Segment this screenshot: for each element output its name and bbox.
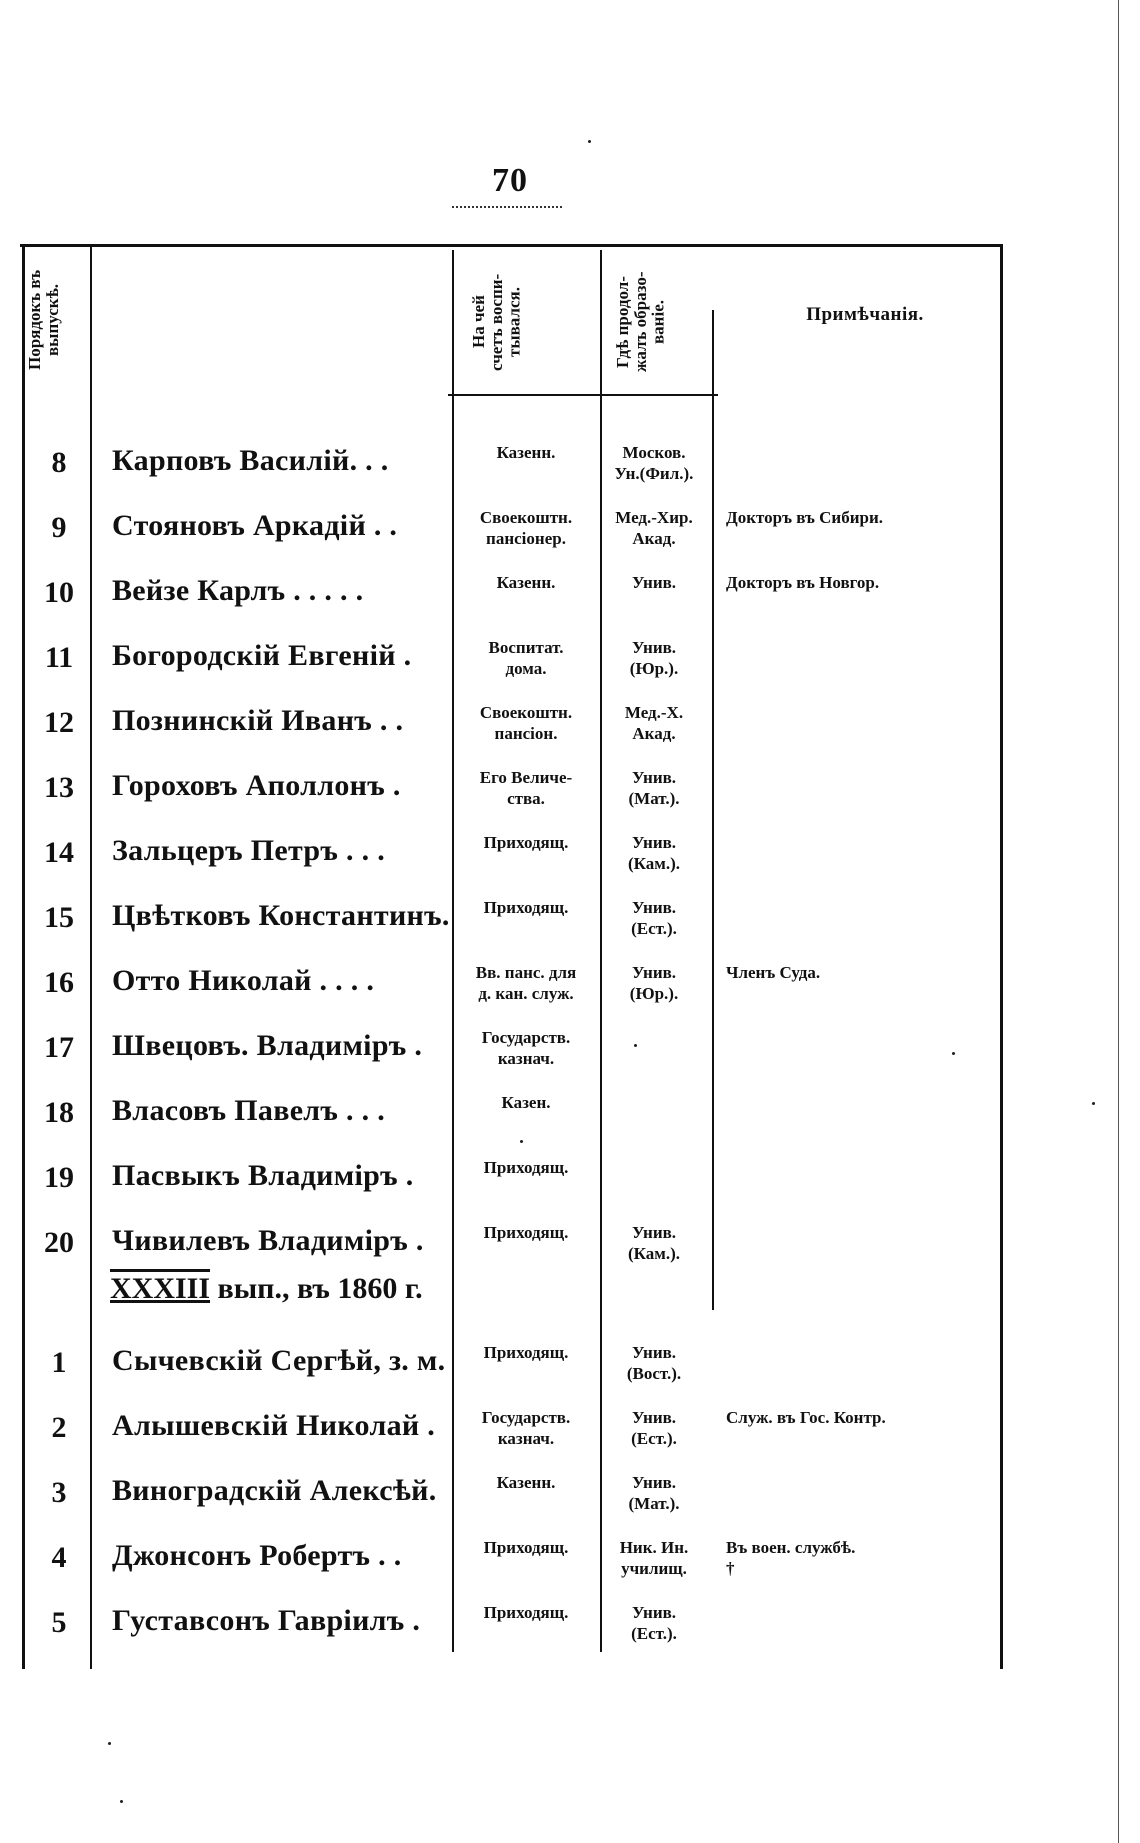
scan-speck	[108, 1742, 111, 1745]
table-row	[0, 824, 1140, 888]
student-name: Зальцеръ Петръ . . .	[112, 834, 385, 867]
table-row	[0, 694, 1140, 758]
student-name: Цвѣтковъ Константинъ.	[112, 899, 450, 932]
education-cell: Унив. (Ест.).	[631, 1408, 677, 1449]
upkeep-cell: Казен.	[501, 1093, 551, 1112]
education-cell: Унив.	[631, 573, 677, 592]
header-education	[614, 252, 704, 392]
upkeep-cell: Казенн.	[496, 573, 556, 592]
education-cell: Унив. (Кам.).	[627, 1223, 680, 1264]
header-upkeep	[470, 252, 570, 392]
row-number: 1	[51, 1346, 67, 1379]
row-number: 10	[44, 576, 74, 609]
education-cell: Унив. (Вост.).	[626, 1343, 682, 1384]
student-name: Стояновъ Аркадій . .	[112, 509, 398, 542]
table-row	[0, 1399, 1140, 1463]
row-number: 8	[51, 446, 67, 479]
header-education-line-3: ваніе.	[648, 300, 668, 344]
education-cell: Унив. (Мат.).	[628, 1473, 680, 1514]
upkeep-cell: Своекоштн. пансіонер.	[479, 508, 573, 549]
header-upkeep-line-2: счетъ воспи-	[486, 273, 506, 371]
student-name: Алышевскій Николай .	[112, 1409, 436, 1442]
table-row	[0, 1214, 1140, 1278]
section-heading-text: вып., въ 1860 г.	[210, 1272, 423, 1305]
section-roman-numeral: XXXIII	[110, 1272, 211, 1305]
upkeep-cell: Вв. панс. для д. кан. служ.	[475, 963, 577, 1004]
row-number: 17	[44, 1031, 74, 1064]
table-row	[0, 1019, 1140, 1083]
row-number: 14	[44, 836, 74, 869]
row-number: 4	[51, 1541, 67, 1574]
upkeep-cell: Приходящ.	[483, 833, 569, 852]
table-row	[0, 564, 1140, 628]
upkeep-cell: Приходящ.	[483, 1158, 569, 1177]
education-cell: Унив. (Кам.).	[627, 833, 680, 874]
upkeep-cell: Приходящ.	[483, 898, 569, 917]
table-row	[0, 954, 1140, 1018]
header-upkeep-line-3: тывался.	[504, 287, 524, 357]
section-heading	[110, 1272, 423, 1306]
education-cell: Ник. Ин. училищ.	[619, 1538, 689, 1579]
table-row	[0, 889, 1140, 953]
table-row	[0, 1084, 1140, 1148]
row-number: 19	[44, 1161, 74, 1194]
education-cell: Унив. (Мат.).	[628, 768, 680, 809]
student-name: Сычевскій Сергѣй, з. м.	[112, 1344, 446, 1377]
header-bottom-rule	[448, 394, 718, 396]
education-cell: Унив. (Юр.).	[629, 963, 679, 1004]
upkeep-cell: Казенн.	[496, 443, 556, 462]
scan-speck	[634, 1044, 637, 1047]
row-number: 13	[44, 771, 74, 804]
note-cell: Докторъ въ Сибири.	[726, 508, 884, 527]
table-row	[0, 499, 1140, 563]
scan-speck	[520, 1140, 523, 1143]
education-cell: Мед.-Хир. Акад.	[615, 508, 693, 549]
header-upkeep-line-1: На чей	[469, 295, 488, 349]
upkeep-cell: Приходящ.	[483, 1603, 569, 1622]
row-number: 3	[51, 1476, 67, 1509]
student-name: Гороховъ Аполлонъ .	[112, 769, 401, 802]
row-number: 11	[44, 641, 74, 674]
row-number: 9	[51, 511, 67, 544]
table-row	[0, 1529, 1140, 1593]
table-row	[0, 1594, 1140, 1658]
row-number: 18	[44, 1096, 74, 1129]
upkeep-cell: Приходящ.	[483, 1223, 569, 1242]
student-name: Виноградскій Алексѣй.	[112, 1474, 437, 1507]
student-name: Чивилевъ Владиміръ .	[112, 1224, 424, 1257]
table-row	[0, 434, 1140, 498]
page-number-rule	[452, 206, 562, 208]
row-number: 2	[51, 1411, 67, 1444]
header-education-line-1: Гдѣ продол-	[613, 276, 632, 368]
student-name: Карповъ Василій. . .	[112, 444, 389, 477]
table-row	[0, 1464, 1140, 1528]
table-row	[0, 1149, 1140, 1213]
row-number: 5	[51, 1606, 67, 1639]
student-name: Густавсонъ Гавріилъ .	[112, 1604, 421, 1637]
scan-speck	[588, 140, 591, 143]
upkeep-cell: Его Величе- ства.	[479, 768, 573, 809]
upkeep-cell: Воспитат. дома.	[488, 638, 564, 679]
education-cell: Унив. (Ест.).	[631, 898, 677, 939]
student-name: Познинскій Иванъ . .	[112, 704, 404, 737]
note-cell: Служ. въ Гос. Контр.	[726, 1408, 886, 1427]
header-order-line-1: Порядокъ въ	[25, 269, 44, 371]
upkeep-cell: Приходящ.	[483, 1538, 569, 1557]
row-number: 16	[44, 966, 74, 999]
student-name: Власовъ Павелъ . . .	[112, 1094, 386, 1127]
upkeep-cell: Своекоштн. пансіон.	[479, 703, 573, 744]
note-cell: Докторъ въ Новгор.	[726, 573, 880, 592]
header-order-line-2: выпускѣ.	[42, 283, 62, 357]
table-top-rule	[20, 244, 1002, 247]
note-cell: Членъ Суда.	[726, 963, 821, 982]
upkeep-cell: Государств. казнач.	[481, 1028, 571, 1069]
table-row	[0, 629, 1140, 693]
education-cell: Унив. (Ест.).	[631, 1603, 677, 1644]
page-number: 70	[492, 162, 528, 199]
student-name: Вейзе Карлъ . . . . .	[112, 574, 364, 607]
scan-speck	[120, 1800, 123, 1803]
header-education-line-2: жалъ образо-	[630, 271, 650, 373]
table-row	[0, 759, 1140, 823]
scan-speck	[1092, 1102, 1095, 1105]
scan-speck	[952, 1052, 955, 1055]
education-cell: Москов. Ун.(Фил.).	[614, 443, 694, 484]
row-number: 20	[44, 1226, 74, 1259]
upkeep-cell: Приходящ.	[483, 1343, 569, 1362]
header-notes: Примѣчанія.	[806, 304, 924, 325]
education-cell: Мед.-Х. Акад.	[624, 703, 684, 744]
student-name: Отто Николай . . . .	[112, 964, 375, 997]
education-cell: Унив. (Юр.).	[629, 638, 679, 679]
header-order	[26, 250, 86, 390]
upkeep-cell: Казенн.	[496, 1473, 556, 1492]
student-name: Джонсонъ Робертъ . .	[112, 1539, 402, 1572]
row-number: 12	[44, 706, 74, 739]
student-name: Богородскій Евгеній .	[112, 639, 412, 672]
student-name: Пасвыкъ Владиміръ .	[112, 1159, 414, 1192]
table-row	[0, 1334, 1140, 1398]
student-name: Швецовъ. Владиміръ .	[112, 1029, 423, 1062]
row-number: 15	[44, 901, 74, 934]
upkeep-cell: Государств. казнач.	[481, 1408, 571, 1449]
note-cell: Въ воен. службѣ. †	[726, 1538, 856, 1579]
